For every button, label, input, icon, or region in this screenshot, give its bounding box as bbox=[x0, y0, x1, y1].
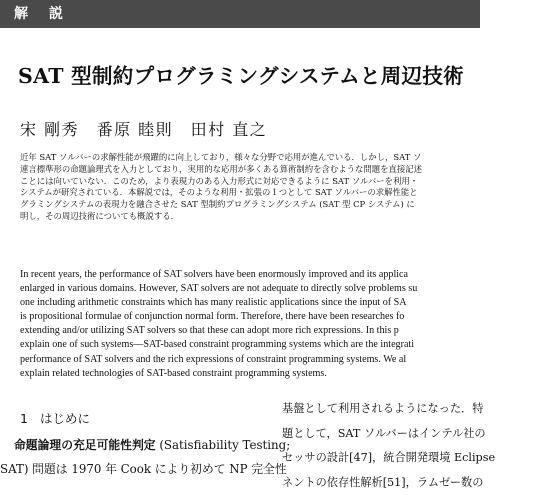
abstract-en-line: In recent years, the performance of SAT solvers have been enormously improved and its applica bbox=[20, 268, 520, 282]
body-left-bold-term: 命題論理の充足可能性判定 bbox=[14, 438, 156, 452]
section-number: 1 bbox=[20, 410, 40, 428]
body-right-line: ネントの依存性解析[51]，ラムゼー数の bbox=[282, 471, 542, 495]
abstract-ja-line: 明し，その周辺技術についても概説する． bbox=[20, 211, 520, 223]
article-title: SAT 型制約プログラミングシステムと周辺技術 bbox=[18, 62, 480, 90]
body-right-line: 題として，SAT ソルバーはインテル社の bbox=[282, 422, 542, 447]
body-left-text: (Satisfiability Testing; bbox=[156, 438, 291, 452]
abstract-ja-line: 近年 SAT ソルバーの求解性能が飛躍的に向上しており，様々な分野で応用が進んでいる．しかし，SAT ソ bbox=[20, 152, 520, 164]
body-left-line bbox=[0, 433, 265, 457]
abstract-en-line: extending and/or utilizing SAT solvers so that these can adopt more rich expressions. In this p bbox=[20, 324, 520, 338]
abstract-en-line: one including arithmetic constraints which has many realistic applications since the input of SA bbox=[20, 296, 520, 310]
abstract-ja-line: ことには向いていない．このため，より表現力のある入力形式に対応できるように SAT ソルバーを利用・ bbox=[20, 176, 520, 188]
body-column-right bbox=[282, 397, 542, 495]
section-heading bbox=[20, 410, 90, 428]
abstract-en-line: enlarged in various domains. However, SAT solvers are not adequate to directly solve problems su bbox=[20, 282, 520, 296]
abstract-en-line: explain related technologies of SAT-based constraint programming systems. bbox=[20, 367, 520, 381]
header-bar bbox=[0, 0, 480, 28]
article-authors: 宋 剛秀 番原 睦則 田村 直之 bbox=[20, 118, 267, 142]
abstract-en-line: performance of SAT solvers and the rich expressions of constraint programming systems. We al bbox=[20, 353, 520, 367]
body-right-line: 基盤として利用されるようになった．特 bbox=[282, 397, 542, 422]
abstract-japanese bbox=[20, 152, 520, 223]
abstract-en-line: is propositional formulae of conjunction normal form. Therefore, there have been researches fo bbox=[20, 310, 520, 324]
body-right-line: セッサの設計[47]，統合開発環境 Eclipse bbox=[282, 446, 542, 471]
section-title: はじめに bbox=[40, 411, 90, 426]
abstract-ja-line: システムが研究されている．本解説では，そのような利用・拡張の１つとして SAT ソルバーの求解性能と bbox=[20, 187, 520, 199]
abstract-en-line: explain one of such systems—SAT-based constraint programming systems which are the integrati bbox=[20, 338, 520, 352]
body-column-left bbox=[0, 433, 265, 481]
abstract-ja-line: グラミングシステムの表現力を融合させた SAT 型制約プログラミングシステム (SAT 型 CP システム) に bbox=[20, 199, 520, 211]
abstract-english bbox=[20, 268, 520, 381]
abstract-ja-line: 連言標準形の命題論理式を入力としており，実用的な応用が多くある算術制約を含むような問題を直接記述 bbox=[20, 164, 520, 176]
article-category-label: 解 説 bbox=[14, 4, 71, 24]
body-left-line: SAT) 問題は 1970 年 Cook により初めて NP 完全性 bbox=[0, 457, 265, 481]
